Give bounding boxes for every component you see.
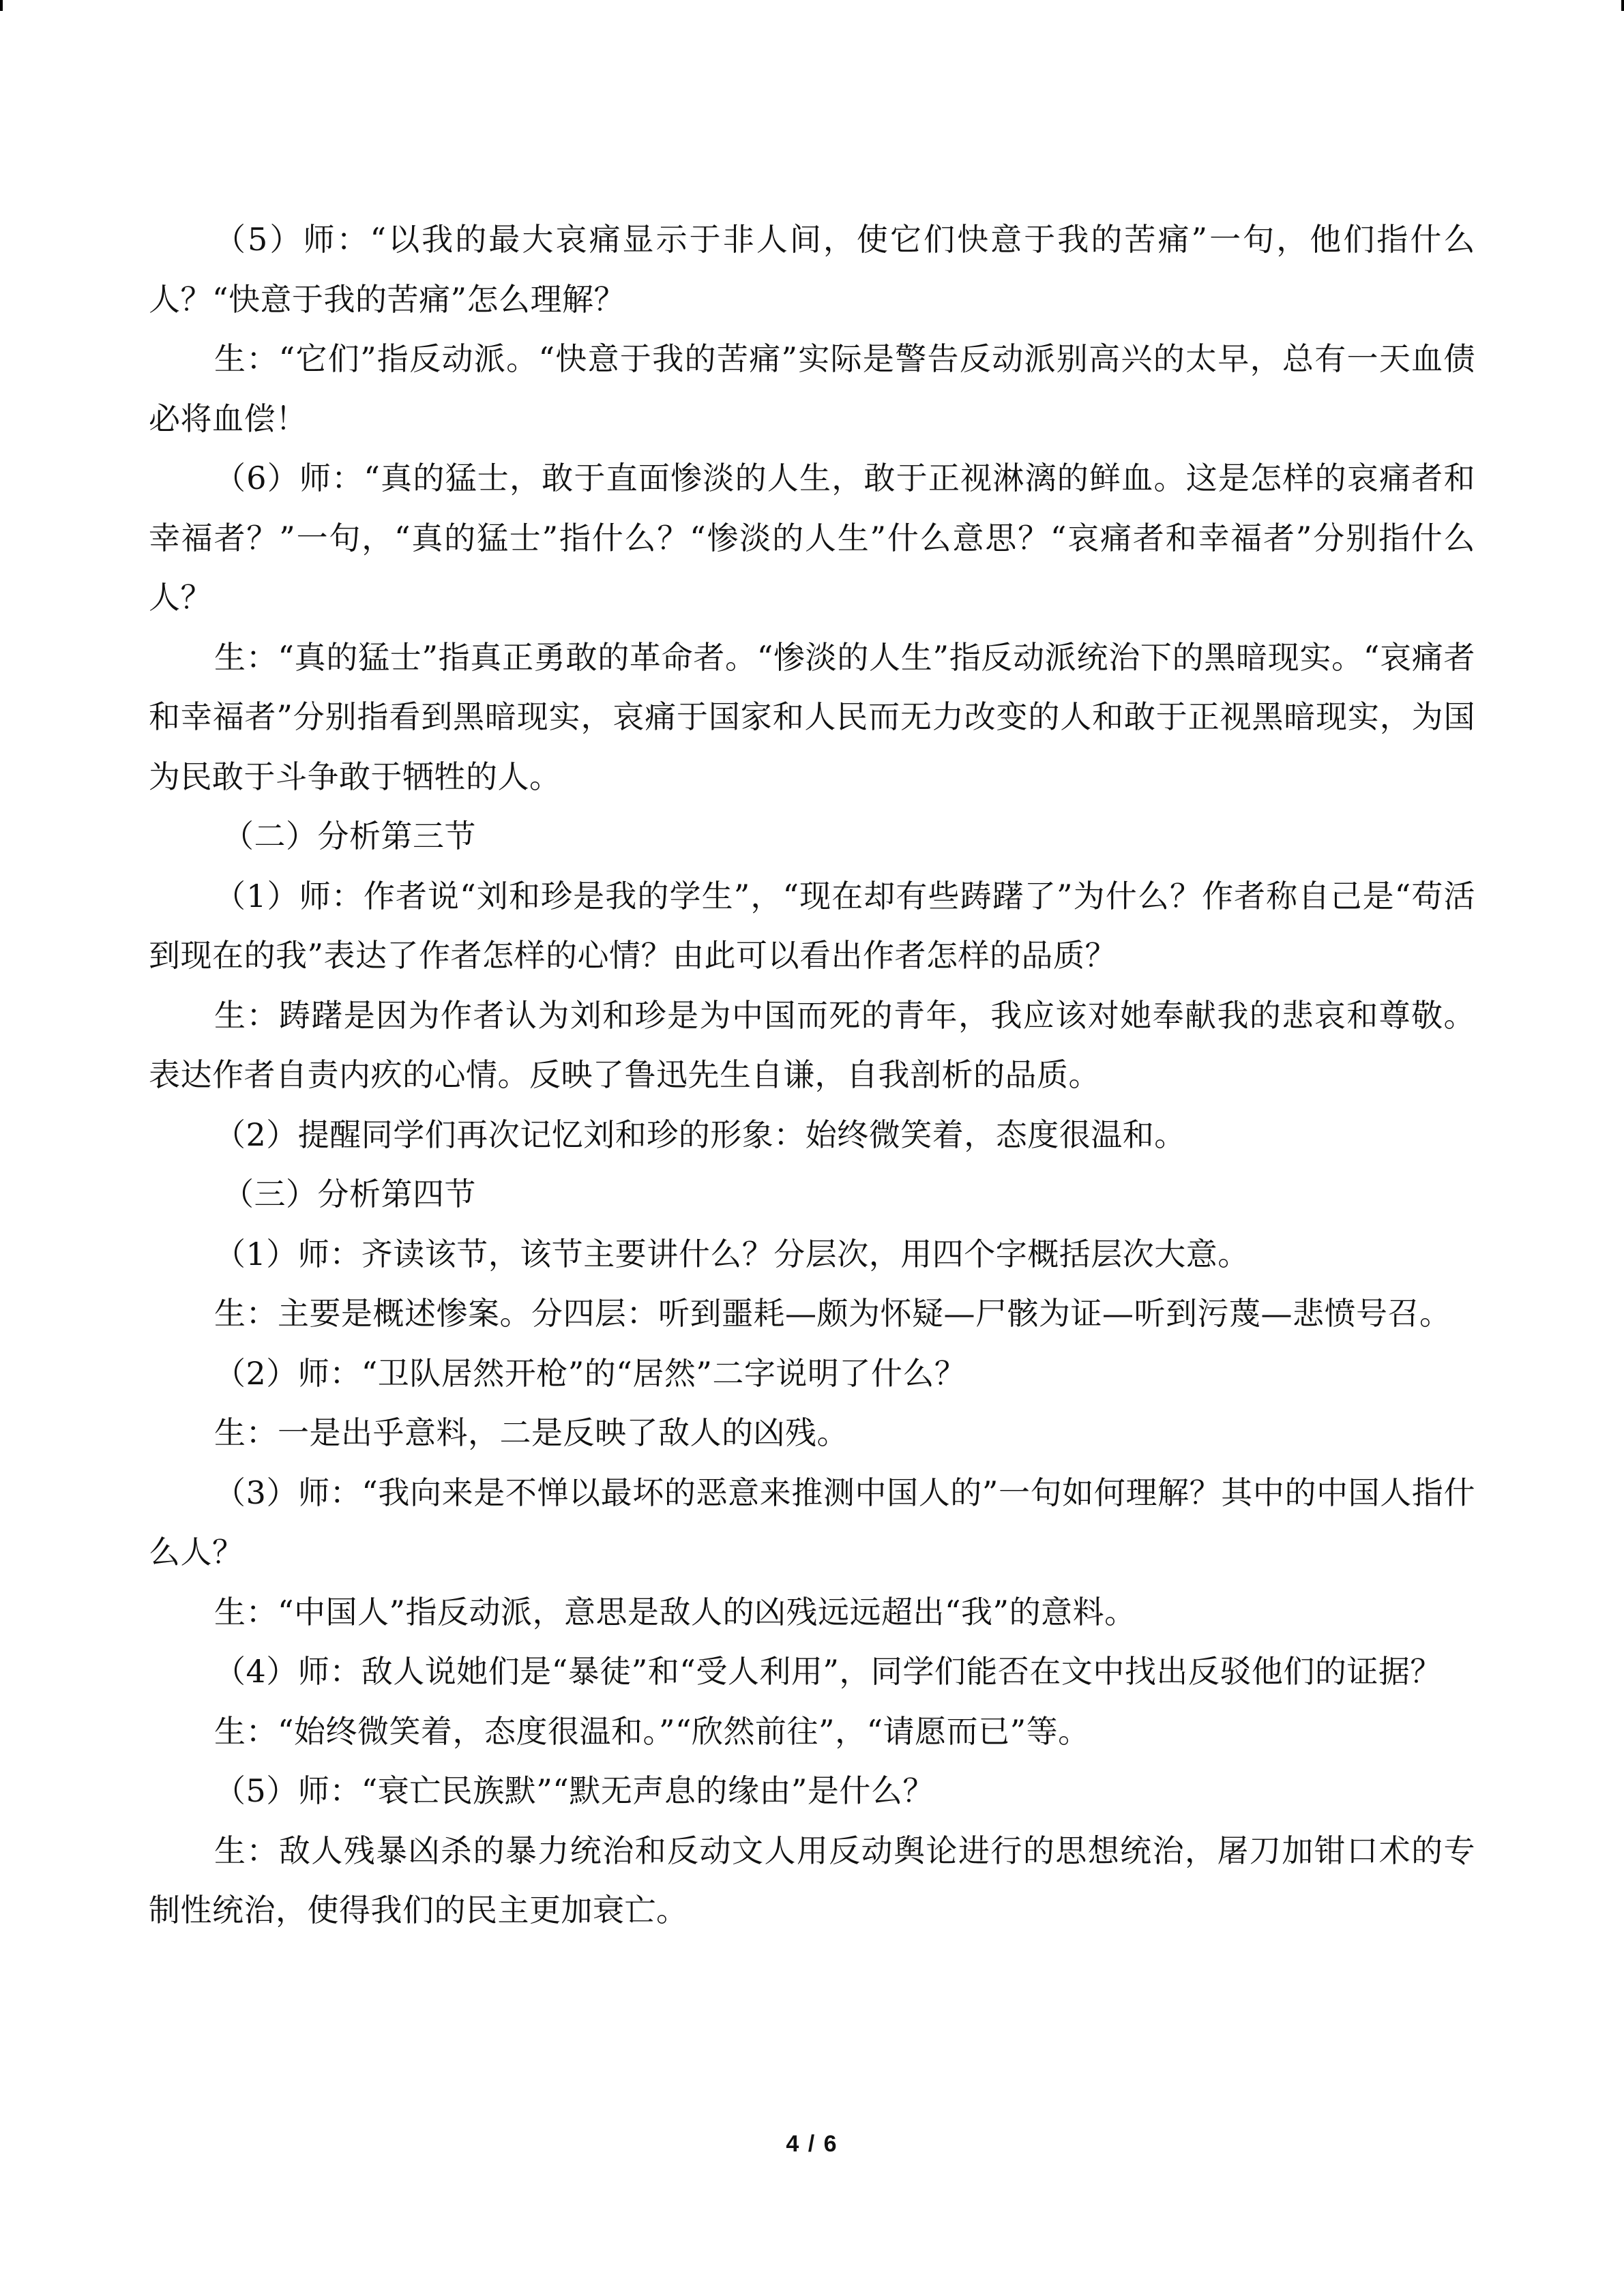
section-heading: （二）分析第三节 bbox=[222, 818, 476, 854]
teacher-question: （5）师：“以我的最大哀痛显示于非人间，使它们快意于我的苦痛”一句，他们指什么人？“快意于我的苦痛”怎么理解？ bbox=[149, 221, 1475, 318]
teacher-question: （1）师：齐读该节，该节主要讲什么？分层次，用四个字概括层次大意。 bbox=[214, 1235, 1250, 1272]
document-body bbox=[149, 210, 1475, 1941]
student-answer: 生：踌躇是因为作者认为刘和珍是为中国而死的青年，我应该对她奉献我的悲哀和尊敬。表达作者自责内疚的心情。反映了鲁迅先生自谦，自我剖析的品质。 bbox=[149, 996, 1475, 1093]
student-answer: 生：“它们”指反动派。“快意于我的苦痛”实际是警告反动派别高兴的太早，总有一天血债必将血偿！ bbox=[149, 340, 1475, 437]
student-answer: 生：“始终微笑着，态度很温和。”“欣然前往”，“请愿而已”等。 bbox=[214, 1712, 1090, 1750]
page-corner-mark-left bbox=[0, 0, 3, 11]
teacher-question: （4）师：敌人说她们是“暴徒”和“受人利用”，同学们能否在文中找出反驳他们的证据？ bbox=[214, 1653, 1442, 1690]
student-answer: 生：敌人残暴凶杀的暴力统治和反动文人用反动舆论进行的思想统治，屠刀加钳口术的专制性统治，使得我们的民主更加衰亡。 bbox=[149, 1832, 1475, 1928]
student-answer: 生：“中国人”指反动派，意思是敌人的凶残远远超出“我”的意料。 bbox=[214, 1593, 1136, 1630]
student-answer: 生：一是出乎意料，二是反映了敌人的凶残。 bbox=[214, 1414, 848, 1451]
page-number: 4 / 6 bbox=[786, 2131, 838, 2157]
teacher-question: （5）师：“衰亡民族默”“默无声息的缘由”是什么？ bbox=[214, 1772, 934, 1809]
student-answer: 生：主要是概述惨案。分四层：听到噩耗—颇为怀疑—尸骸为证—听到污蔑—悲愤号召。 bbox=[214, 1295, 1451, 1332]
section-heading: （三）分析第四节 bbox=[222, 1176, 476, 1212]
teacher-question: （2）师：“卫队居然开枪”的“居然”二字说明了什么？ bbox=[214, 1354, 966, 1392]
student-answer: 生：“真的猛士”指真正勇敢的革命者。“惨淡的人生”指反动派统治下的黑暗现实。“哀痛者和幸福者”分别指看到黑暗现实，哀痛于国家和人民而无力改变的人和敢于正视黑暗现实，为国为民敢于斗争敢于牺牲的人。 bbox=[149, 638, 1475, 795]
page-corner-mark-right bbox=[1621, 0, 1624, 11]
teacher-question: （6）师：“真的猛士，敢于直面惨淡的人生，敢于正视淋漓的鲜血。这是怎样的哀痛者和幸福者？”一句，“真的猛士”指什么？“惨淡的人生”什么意思？“哀痛者和幸福者”分别指什么人？ bbox=[149, 460, 1475, 616]
teacher-prompt: （2）提醒同学们再次记忆刘和珍的形象：始终微笑着，态度很温和。 bbox=[214, 1116, 1186, 1153]
teacher-question: （3）师：“我向来是不惮以最坏的恶意来推测中国人的”一句如何理解？其中的中国人指什么人？ bbox=[149, 1474, 1475, 1570]
teacher-question: （1）师：作者说“刘和珍是我的学生”，“现在却有些踌躇了”为什么？作者称自己是“苟活到现在的我”表达了作者怎样的心情？由此可以看出作者怎样的品质？ bbox=[149, 877, 1475, 974]
